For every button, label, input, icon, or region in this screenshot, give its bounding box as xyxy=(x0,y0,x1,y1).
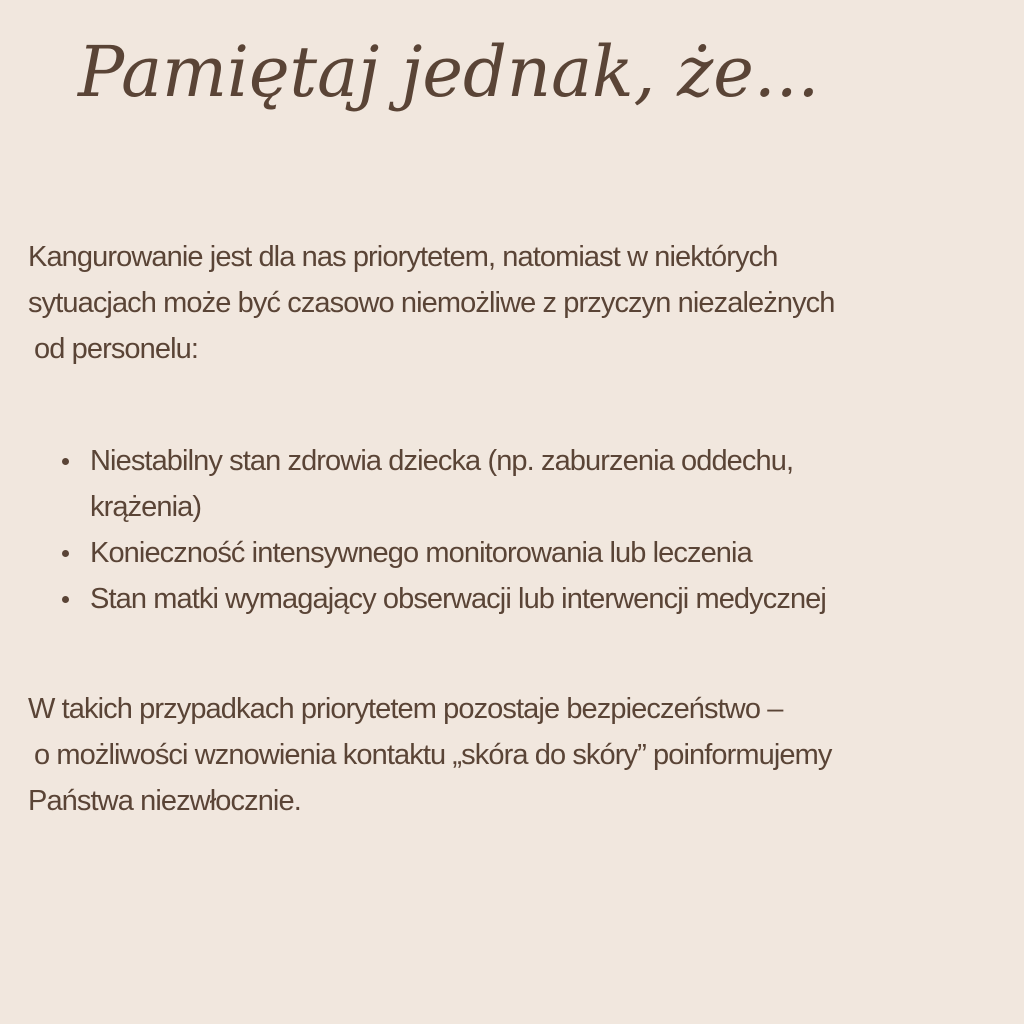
list-item-line: krążenia) xyxy=(90,491,202,523)
closing-line: W takich przypadkach priorytetem pozostaje bezpieczeństwo – xyxy=(28,693,783,725)
intro-line: sytuacjach może być czasowo niemożliwe z przyczyn niezależnych xyxy=(28,287,835,319)
intro-line: od personelu: xyxy=(34,333,199,365)
list-item xyxy=(62,576,1012,622)
reasons-list xyxy=(62,438,1012,622)
intro-line: Kangurowanie jest dla nas priorytetem, natomiast w niektórych xyxy=(28,241,778,273)
closing-line: Państwa niezwłocznie. xyxy=(28,785,301,817)
closing-line: o możliwości wznowienia kontaktu „skóra do skóry” poinformujemy xyxy=(34,739,832,771)
intro-paragraph xyxy=(28,234,1003,372)
list-item-line: Konieczność intensywnego monitorowania lub leczenia xyxy=(90,537,752,569)
bullet-icon xyxy=(62,550,69,557)
page-title: Pamiętaj jednak, że... xyxy=(78,31,820,113)
bullet-icon xyxy=(62,458,69,465)
closing-paragraph xyxy=(28,686,1003,824)
list-item-line: Niestabilny stan zdrowia dziecka (np. zaburzenia oddechu, xyxy=(90,445,794,477)
list-item xyxy=(62,530,1012,576)
list-item xyxy=(62,438,1012,530)
bullet-icon xyxy=(62,596,69,603)
list-item-line: Stan matki wymagający obserwacji lub interwencji medycznej xyxy=(90,583,826,615)
